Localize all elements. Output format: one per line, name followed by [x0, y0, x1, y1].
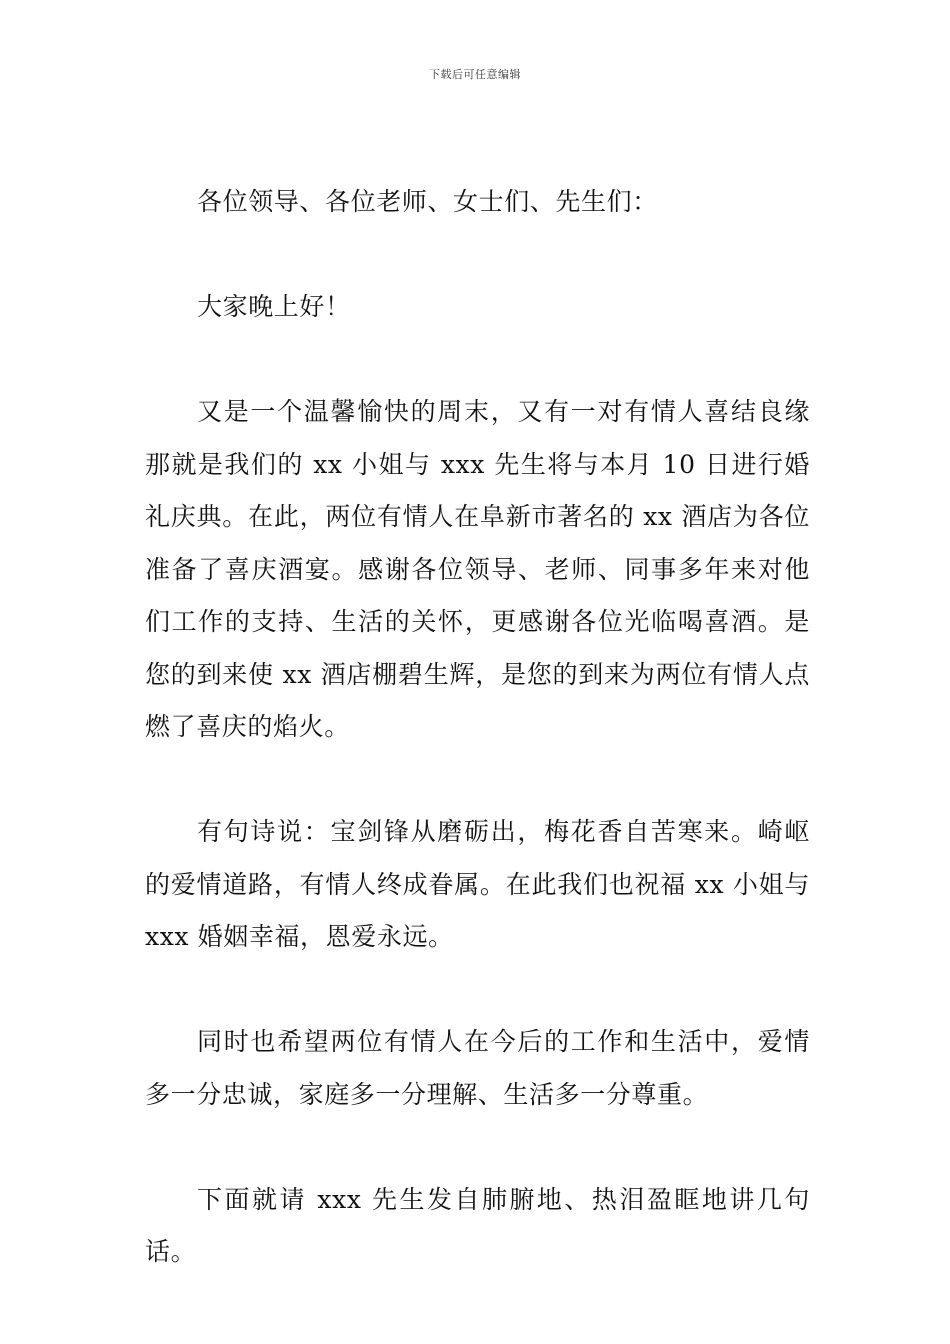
paragraph-greeting: 各位领导、各位老师、女士们、先生们： [197, 187, 658, 216]
paragraph-salutation: 大家晚上好！ [197, 292, 351, 321]
header-note: 下载后可任意编辑 [429, 68, 521, 81]
paragraph-poem: 有句诗说：宝剑锋从磨砺出，梅花香自苦寒来。崎岖的爱情道路，有情人终成眷属。在此我们也祝福 xx 小姐与 xxx 婚姻幸福，恩爱永远。 [145, 817, 810, 951]
paragraph-introduction: 又是一个温馨愉快的周末，又有一对有情人喜结良缘那就是我们的 xx 小姐与 xxx 先生将与本月 10 日进行婚礼庆典。在此，两位有情人在阜新市著名的 xx 酒店为各位准备了喜庆酒宴。感谢各位领导、老师、同事多年来对他们工作的支持、生活的关怀，更感谢各位光临喝喜酒。是您的到来使 xx 酒店棚碧生辉，是您的到来为两位有情人点燃了喜庆的焰火。 [145, 397, 810, 741]
speech-body [145, 176, 810, 1279]
paragraph-invitation: 下面就请 xxx 先生发自肺腑地、热泪盈眶地讲几句话。 [145, 1184, 810, 1266]
paragraph-wishes: 同时也希望两位有情人在今后的工作和生活中，爱情多一分忠诚，家庭多一分理解、生活多一分尊重。 [145, 1027, 810, 1109]
